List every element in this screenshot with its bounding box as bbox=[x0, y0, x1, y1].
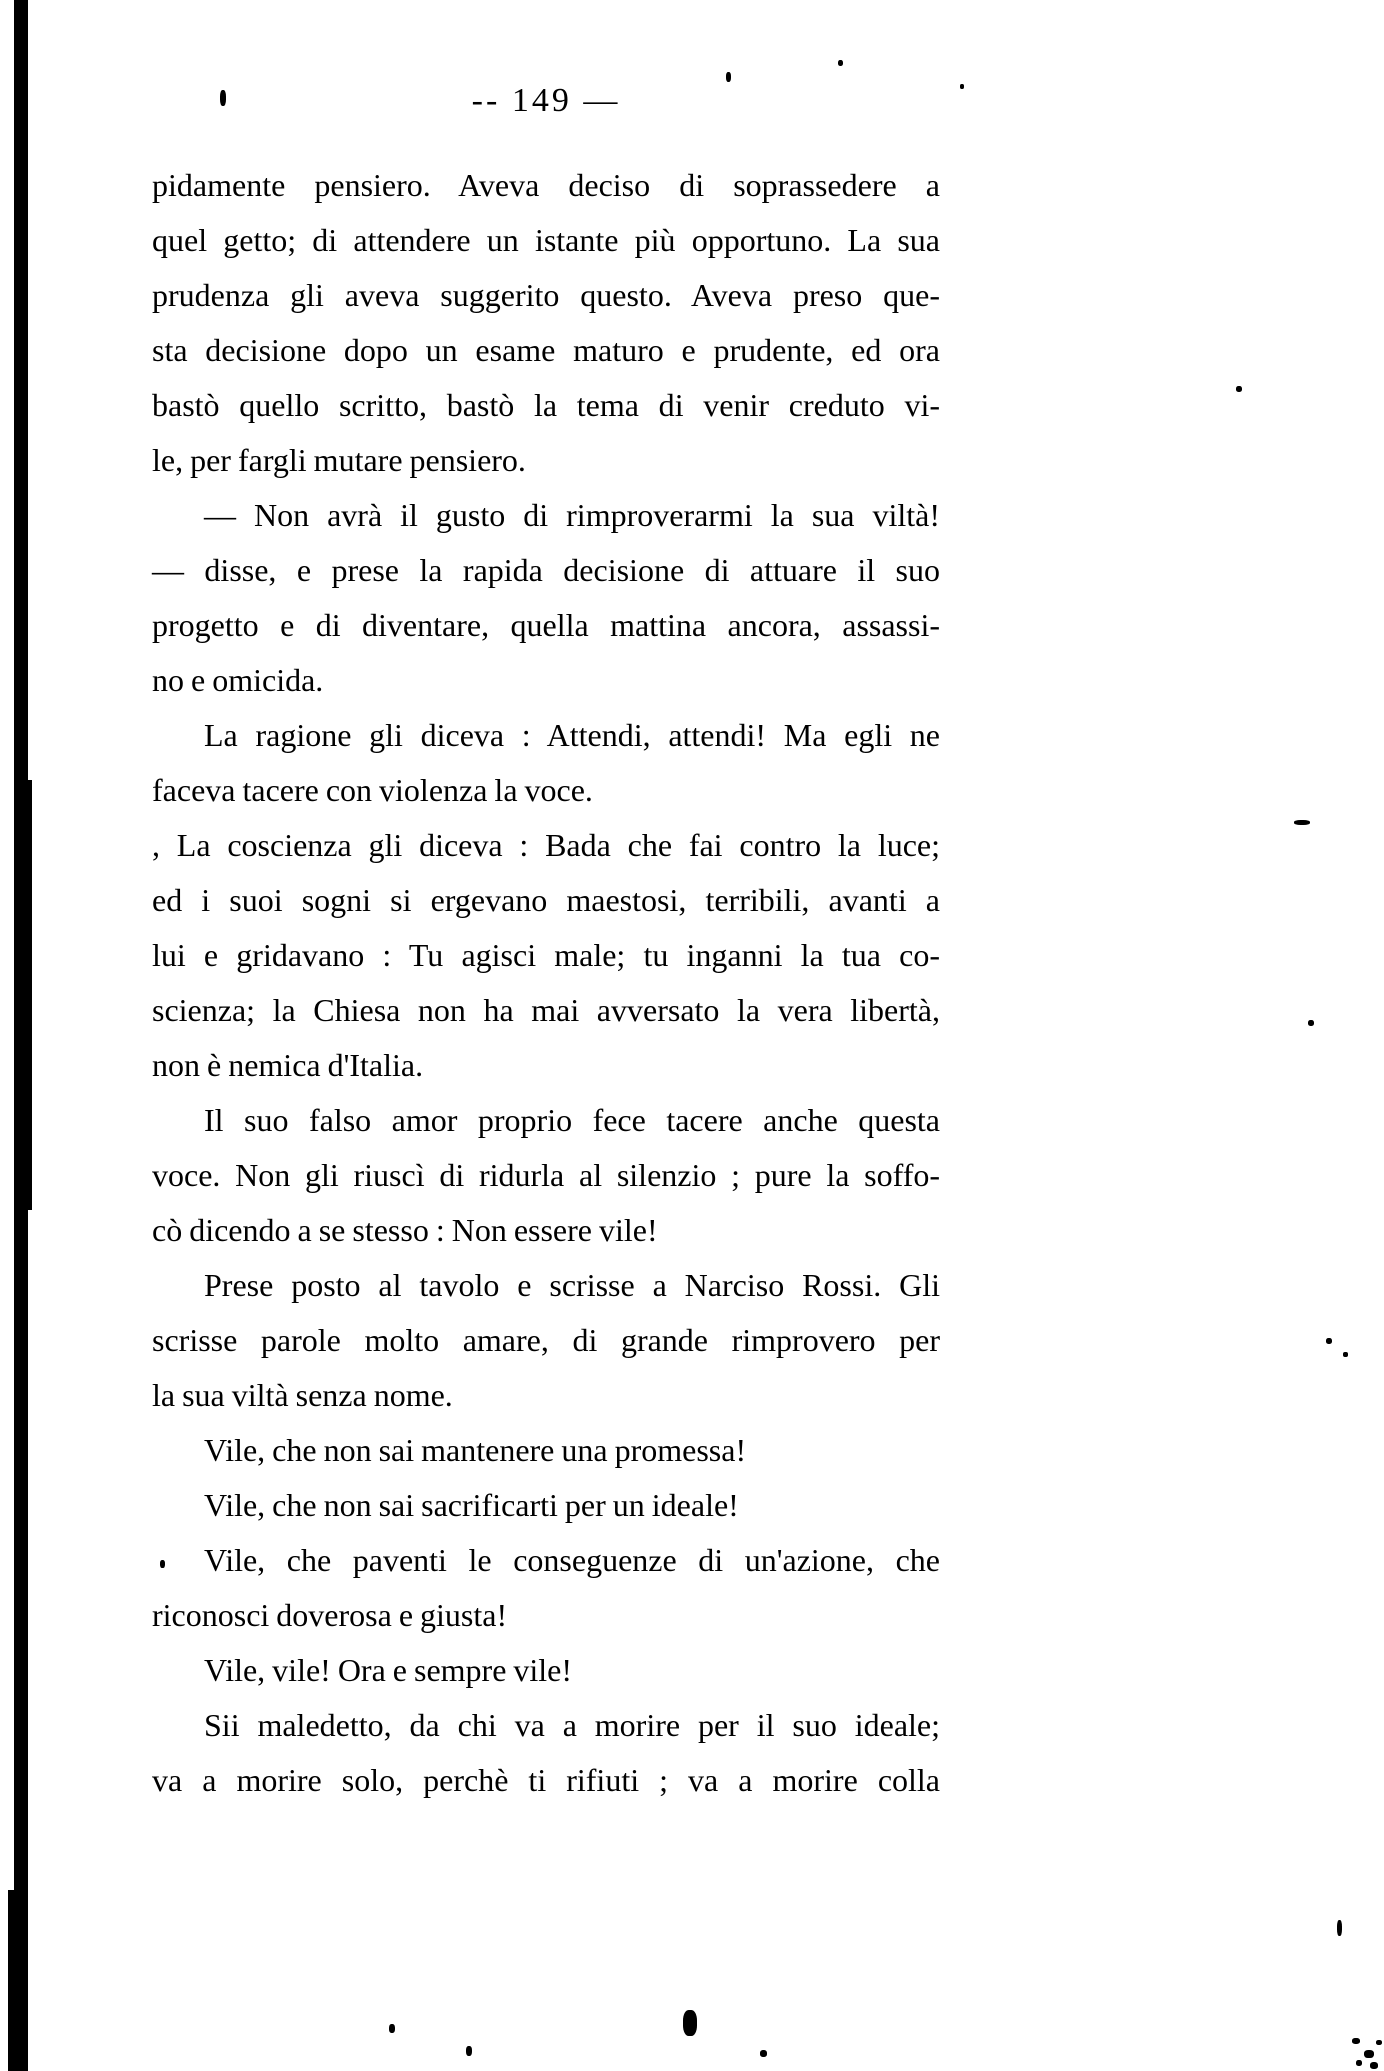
text-line: va a morire solo, perchè ti rifiuti ; va a morire colla bbox=[152, 1762, 940, 1798]
text-line: Il suo falso amor proprio fece tacere anche questa bbox=[204, 1102, 940, 1138]
ink-speck bbox=[838, 60, 843, 66]
ink-speck bbox=[1337, 1920, 1342, 1936]
ink-speck bbox=[1352, 2038, 1360, 2044]
ink-speck bbox=[466, 2046, 472, 2056]
ink-speck bbox=[1326, 1338, 1332, 1344]
text-line: Vile, che non sai sacrificarti per un ideale! bbox=[204, 1487, 739, 1523]
text-line: quel getto; di attendere un istante più opportuno. La sua bbox=[152, 222, 940, 258]
text-line: prudenza gli aveva suggerito questo. Aveva preso que- bbox=[152, 277, 940, 313]
text-line: non è nemica d'Italia. bbox=[152, 1047, 424, 1083]
text-line: Vile, vile! Ora e sempre vile! bbox=[204, 1652, 573, 1688]
text-line: bastò quello scritto, bastò la tema di venir creduto vi- bbox=[152, 387, 940, 423]
text-line: pidamente pensiero. Aveva deciso di soprassedere a bbox=[152, 167, 940, 203]
ink-speck bbox=[1308, 1020, 1314, 1026]
ink-speck bbox=[1356, 2060, 1362, 2066]
ink-speck bbox=[760, 2050, 767, 2057]
ink-speck bbox=[220, 90, 226, 106]
text-line: la sua viltà senza nome. bbox=[152, 1377, 453, 1413]
ink-speck bbox=[726, 72, 731, 82]
text-line: scienza; la Chiesa non ha mai avversato la vera libertà, bbox=[152, 992, 940, 1028]
ink-speck bbox=[389, 2024, 395, 2033]
text-line: — disse, e prese la rapida decisione di attuare il suo bbox=[152, 552, 940, 588]
ink-speck bbox=[683, 2010, 697, 2036]
text-line: — Non avrà il gusto di rimproverarmi la sua viltà! bbox=[204, 497, 940, 533]
text-line: le, per fargli mutare pensiero. bbox=[152, 442, 526, 478]
ink-speck bbox=[1364, 2050, 1374, 2058]
ink-speck bbox=[960, 84, 964, 89]
text-line: ed i suoi sogni si ergevano maestosi, terribili, avanti a bbox=[152, 882, 940, 918]
ink-speck bbox=[1370, 2062, 1378, 2069]
text-line: cò dicendo a se stesso : Non essere vile! bbox=[152, 1212, 658, 1248]
text-line: progetto e di diventare, quella mattina ancora, assassi- bbox=[152, 607, 940, 643]
text-line: faceva tacere con violenza la voce. bbox=[152, 772, 593, 808]
text-line: scrisse parole molto amare, di grande rimprovero per bbox=[152, 1322, 940, 1358]
text-line: lui e gridavano : Tu agisci male; tu inganni la tua co- bbox=[152, 937, 940, 973]
text-line: voce. Non gli riuscì di ridurla al silenzio ; pure la soffo- bbox=[152, 1157, 940, 1193]
page-number: -- 149 — bbox=[471, 82, 621, 119]
scan-edge-bar bbox=[8, 1890, 25, 2071]
ink-speck bbox=[160, 1560, 165, 1568]
text-line: riconosci doverosa e giusta! bbox=[152, 1597, 508, 1633]
text-line: La ragione gli diceva : Attendi, attendi! Ma egli ne bbox=[204, 717, 940, 753]
ink-speck bbox=[1294, 820, 1310, 825]
text-line: Sii maledetto, da chi va a morire per il suo ideale; bbox=[204, 1707, 940, 1743]
text-line: sta decisione dopo un esame maturo e prudente, ed ora bbox=[152, 332, 940, 368]
ink-speck bbox=[1343, 1352, 1348, 1357]
text-line: Prese posto al tavolo e scrisse a Narciso Rossi. Gli bbox=[204, 1267, 940, 1303]
text-line: Vile, che paventi le conseguenze di un'azione, che bbox=[204, 1542, 940, 1578]
ink-speck bbox=[1376, 2040, 1382, 2045]
text-line: no e omicida. bbox=[152, 662, 324, 698]
text-line: Vile, che non sai mantenere una promessa! bbox=[204, 1432, 747, 1468]
page-text bbox=[152, 158, 940, 1808]
text-line: , La coscienza gli diceva : Bada che fai contro la luce; bbox=[152, 827, 940, 863]
scan-edge-bar bbox=[20, 780, 32, 1210]
ink-speck bbox=[1236, 386, 1242, 392]
